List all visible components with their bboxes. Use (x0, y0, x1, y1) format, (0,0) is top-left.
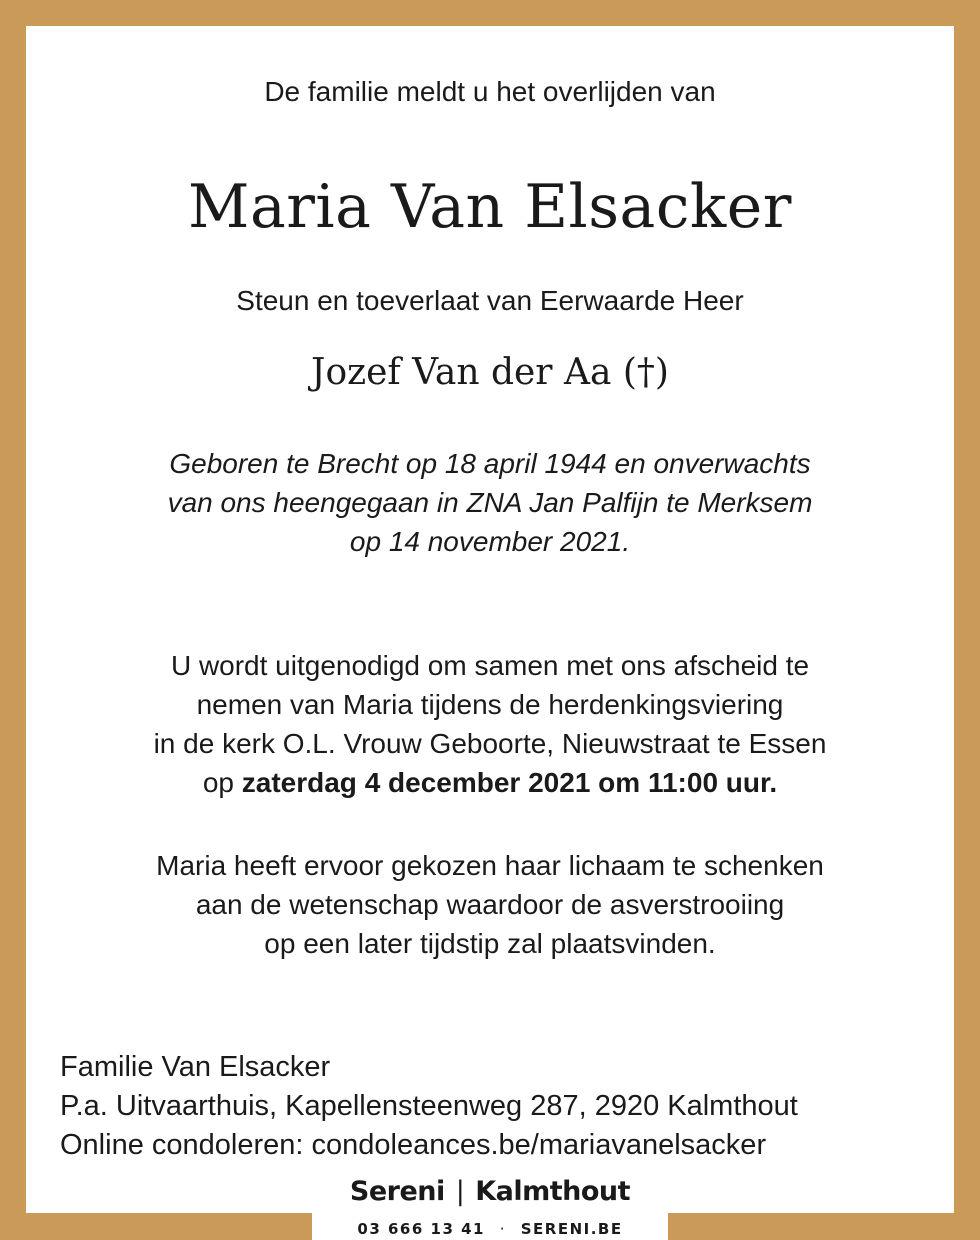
partner-name: Jozef Van der Aa (†) (311, 352, 669, 393)
brand-name: Sereni (349, 1176, 445, 1207)
intro-text: De familie meldt u het overlijden van (264, 76, 716, 107)
invite-prefix: op (202, 767, 242, 798)
website: SERENI.BE (520, 1220, 623, 1238)
relation-text: Steun en toeverlaat van Eerwaarde Heer (236, 285, 744, 316)
invite-line: U wordt uitgenodigd om samen met ons afscheid te (170, 650, 810, 681)
funeral-home-address: P.a. Uitvaarthuis, Kapellensteenweg 287, 2920 Kalmthout (60, 1090, 798, 1122)
birth-death-info (0, 444, 980, 561)
contact-block (60, 1048, 798, 1165)
brand-logo (0, 1176, 980, 1207)
online-condolence: Online condoleren: condoleances.be/mariavanelsacker (60, 1129, 767, 1161)
brand-location: Kalmthout (475, 1176, 631, 1207)
science-line: Maria heeft ervoor gekozen haar lichaam te schenken (156, 850, 824, 881)
science-line: op een later tijdstip zal plaatsvinden. (264, 928, 716, 959)
invite-date-line (0, 763, 980, 802)
brand-separator: | (455, 1176, 465, 1207)
science-line: aan de wetenschap waardoor de asverstrooiing (195, 889, 785, 920)
footer-dot: · (499, 1220, 507, 1238)
phone-number: 03 666 13 41 (357, 1220, 485, 1238)
ceremony-date: zaterdag 4 december 2021 om 11:00 uur. (241, 767, 778, 798)
family-name: Familie Van Elsacker (60, 1051, 331, 1083)
birth-line: Geboren te Brecht op 18 april 1944 en onverwachts (169, 448, 811, 479)
invite-line: in de kerk O.L. Vrouw Geboorte, Nieuwstraat te Essen (153, 728, 827, 759)
birth-line: van ons heengegaan in ZNA Jan Palfijn te Merksem (167, 487, 813, 518)
invitation-text (0, 646, 980, 802)
birth-line: op 14 november 2021. (349, 526, 631, 557)
body-donation-text (0, 846, 980, 963)
invite-line: nemen van Maria tijdens de herdenkingsviering (196, 689, 784, 720)
deceased-name: Maria Van Elsacker (188, 172, 792, 242)
footer-contact (0, 1220, 980, 1238)
